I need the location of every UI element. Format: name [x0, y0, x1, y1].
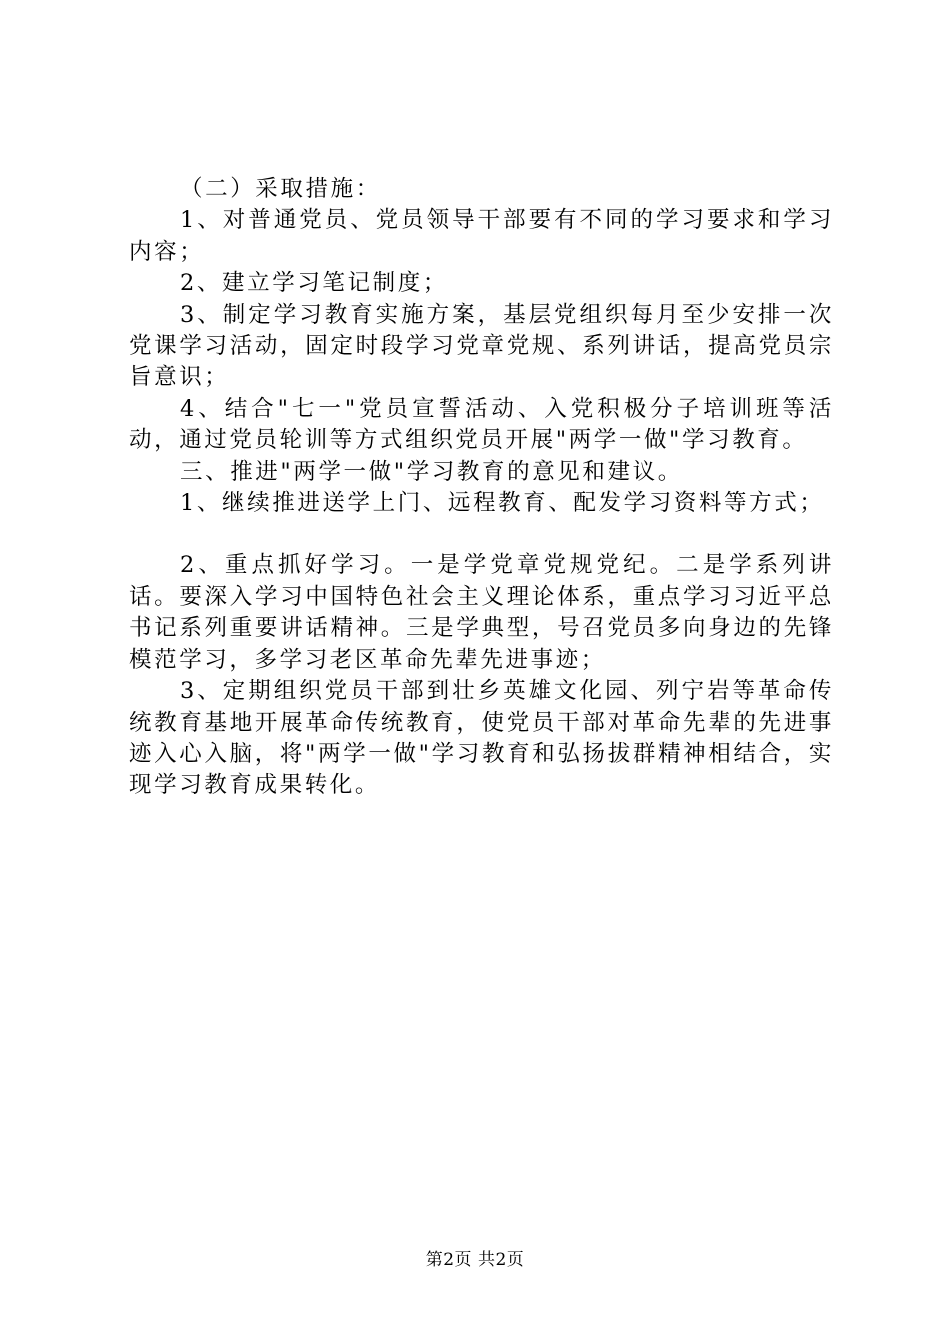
measure-item-2: 2、建立学习笔记制度；: [180, 270, 448, 297]
measure-item-3: 3、制定学习教育实施方案，基层党组织每月至少安排一次党课学习活动，固定时段学习党章党规、系列讲话，提高党员宗旨意识；: [129, 301, 834, 391]
document-body: [129, 174, 834, 802]
suggestion-item-2: 2、重点抓好学习。一是学党章党规党纪。二是学系列讲话。要深入学习中国特色社会主义理论体系，重点学习习近平总书记系列重要讲话精神。三是学典型，号召党员多向身边的先锋模范学习，多学习老区革命先辈先进事迹；: [129, 552, 834, 673]
page-number-footer: 第2页 共2页: [425, 1250, 525, 1270]
subsection-heading-measures: （二）采取措施：: [180, 176, 381, 202]
measure-item-4: 4、结合"七一"党员宣誓活动、入党积极分子培训班等活动，通过党员轮训等方式组织党员开展"两学一做"学习教育。: [129, 395, 834, 454]
suggestion-item-1: 1、继续推进送学上门、远程教育、配发学习资料等方式；: [180, 490, 825, 517]
section-heading-suggestions: 三、推进"两学一做"学习教育的意见和建议。: [180, 458, 683, 485]
measure-item-1: 1、对普通党员、党员领导干部要有不同的学习要求和学习内容；: [129, 207, 834, 265]
suggestion-item-3: 3、定期组织党员干部到壮乡英雄文化园、列宁岩等革命传统教育基地开展革命传统教育，使党员干部对革命先辈的先进事迹入心入脑，将"两学一做"学习教育和弘扬拔群精神相结合，实现学习教育成果转化。: [129, 678, 834, 799]
